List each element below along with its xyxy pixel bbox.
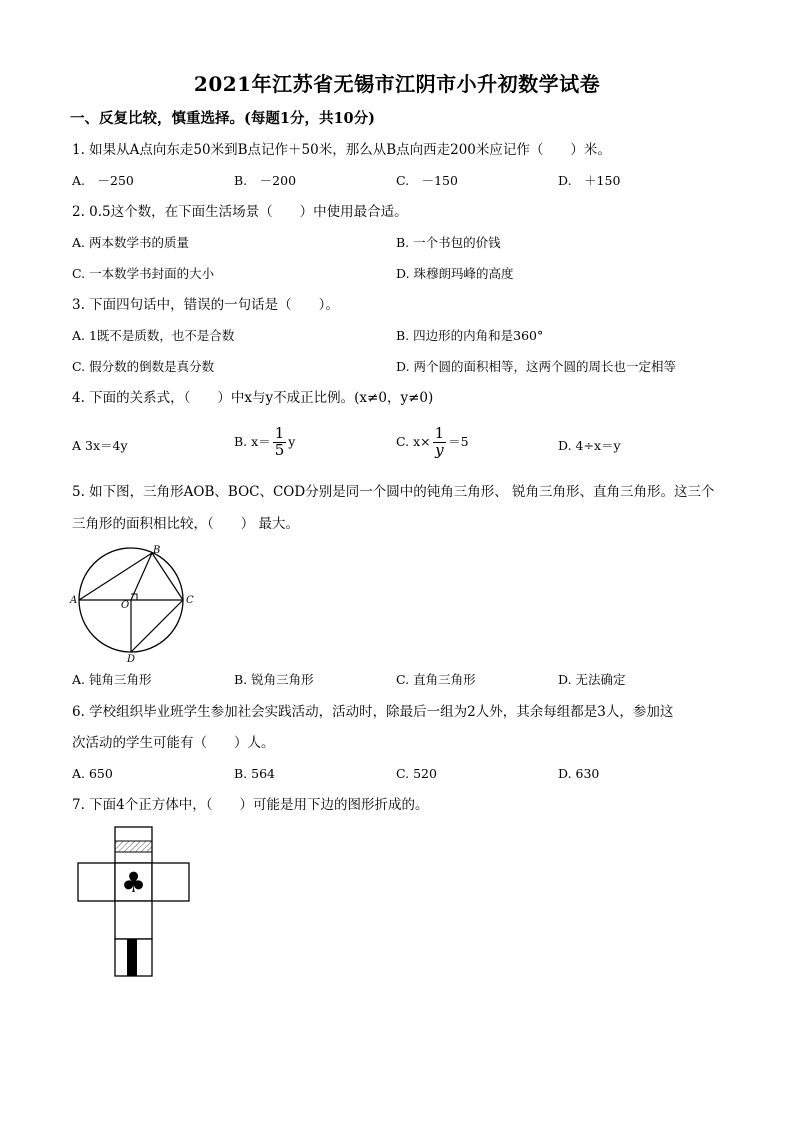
fraction-numerator: 1	[274, 424, 285, 442]
q4-option-b-prefix: B. x＝	[234, 433, 271, 449]
q4-option-c-prefix: C. x×	[396, 433, 431, 449]
q2-option-d: D. 珠穆朗玛峰的高度	[396, 266, 514, 281]
q4-option-c	[396, 426, 469, 459]
question-5-stem-line1: 5. 如下图，三角形AOB、BOC、COD分别是同一个圆中的钝角三角形、 锐角三角形、直角三角形。这三个	[72, 484, 715, 500]
club-icon: ♣	[120, 866, 147, 899]
label-c: C	[186, 595, 194, 606]
q3-option-a: A. 1既不是质数，也不是合数	[72, 328, 235, 343]
exam-title: 2021年江苏省无锡市江阴市小升初数学试卷	[193, 72, 601, 96]
net-face-lower	[115, 901, 152, 939]
q6-option-a: A. 650	[72, 766, 113, 781]
q3-option-b: B. 四边形的内角和是360°	[396, 328, 544, 343]
q5-option-b: B. 锐角三角形	[234, 672, 314, 687]
label-o: O	[121, 600, 130, 611]
q4-option-b	[234, 426, 295, 459]
q1-option-b: B. －200	[234, 173, 297, 188]
net-face-right	[152, 863, 189, 901]
q4-option-a: A 3x＝4y	[72, 438, 128, 453]
q4-option-c-suffix: ＝5	[448, 433, 469, 449]
fraction-numerator: 1	[434, 424, 445, 442]
hatched-stripe	[115, 841, 152, 852]
q3-option-c: C. 假分数的倒数是真分数	[72, 359, 215, 374]
question-6-stem-line1: 6. 学校组织毕业班学生参加社会实践活动，活动时，除最后一组为2人外，其余每组都是3人，参加这	[72, 704, 674, 720]
question-5-stem-line2: 三角形的面积相比较，（ ） 最大。	[72, 516, 300, 532]
q4-option-b-suffix: y	[288, 433, 296, 449]
q3-option-d: D. 两个圆的面积相等，这两个圆的周长也一定相等	[396, 359, 677, 374]
label-a: A	[70, 595, 78, 606]
q5-option-c: C. 直角三角形	[396, 672, 476, 687]
question-7-stem: 7. 下面4个正方体中，（ ）可能是用下边的图形折成的。	[72, 797, 429, 813]
segment-dc	[131, 600, 183, 652]
fraction-one-fifth	[273, 426, 287, 459]
q6-option-b: B. 564	[234, 766, 275, 781]
question-2-stem: 2. 0.5这个数，在下面生活场景（ ）中使用最合适。	[72, 204, 408, 220]
q2-option-c: C. 一本数学书封面的大小	[72, 266, 215, 281]
q4-option-d: D. 4÷x＝y	[558, 438, 621, 453]
q1-option-a: A. －250	[72, 173, 134, 188]
black-bar	[127, 939, 137, 976]
q6-option-c: C. 520	[396, 766, 437, 781]
label-d: D	[127, 654, 136, 665]
q1-option-c: C. －150	[396, 173, 458, 188]
q2-option-a: A. 两本数学书的质量	[72, 235, 189, 250]
q2-option-b: B. 一个书包的价钱	[396, 235, 501, 250]
q5-option-a: A. 钝角三角形	[72, 672, 152, 687]
question-6-stem-line2: 次活动的学生可能有（ ）人。	[72, 735, 275, 751]
net-face-left	[78, 863, 115, 901]
q6-option-d: D. 630	[558, 766, 600, 781]
q5-option-d: D. 无法确定	[558, 672, 626, 687]
q1-option-d: D. ＋150	[558, 173, 621, 188]
question-1-stem: 1. 如果从A点向东走50米到B点记作＋50米，那么从B点向西走200米应记作（ ）米。	[72, 142, 611, 158]
fraction-denominator: y	[435, 440, 444, 459]
label-b: B	[153, 545, 161, 556]
question-3-stem: 3. 下面四句话中，错误的一句话是（ ）。	[72, 297, 339, 313]
segment-bc	[152, 553, 183, 600]
question-4-stem: 4. 下面的关系式，（ ）中x与y不成正比例。(x≠0，y≠0)	[72, 390, 434, 406]
fraction-one-over-y	[433, 426, 447, 459]
fraction-denominator: 5	[274, 440, 285, 459]
circle-triangle-diagram	[68, 545, 198, 665]
section-heading: 一、反复比较，慎重选择。(每题1分，共10分)	[70, 110, 375, 127]
cube-net-diagram	[76, 826, 192, 978]
